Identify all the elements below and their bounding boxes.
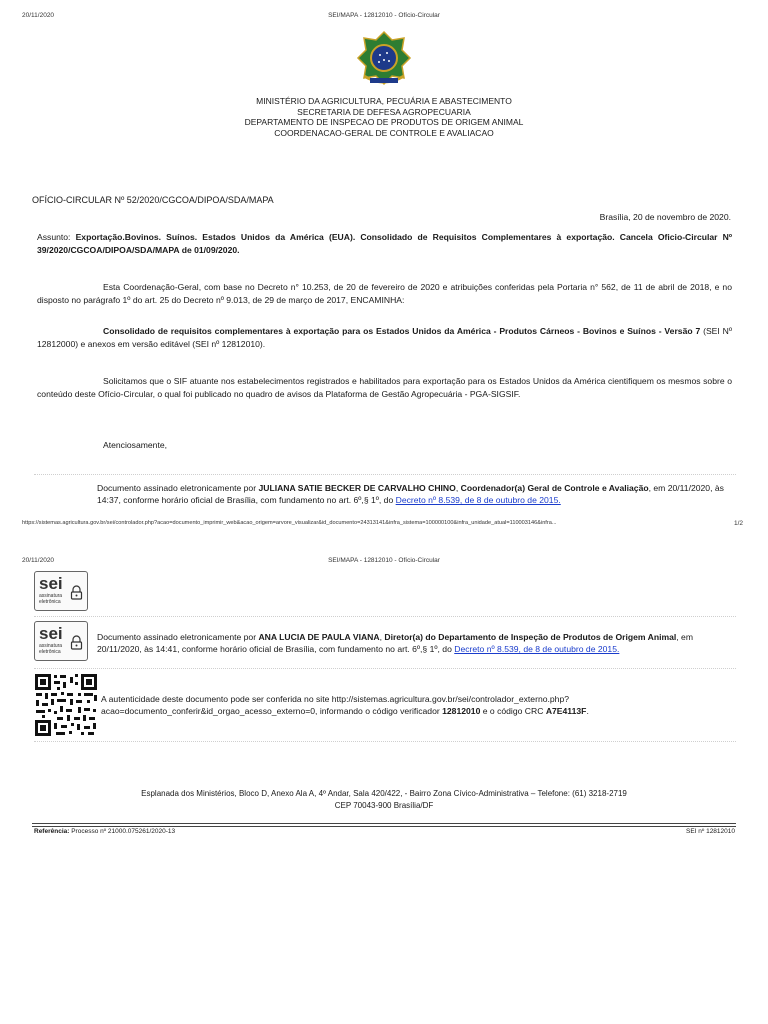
signature-2-text xyxy=(97,631,737,655)
qr-code-icon[interactable] xyxy=(34,673,98,737)
print-date: 20/11/2020 xyxy=(22,12,55,19)
brazil-coat-of-arms-icon xyxy=(356,30,412,88)
sign2-role: Diretor(a) do Departamento de Inspeção de Produtos de Origem Animal xyxy=(384,632,677,642)
seal-sub1-2: assinatura xyxy=(39,643,63,649)
seal-sub1: assinatura xyxy=(39,593,63,599)
oficio-number: OFÍCIO-CIRCULAR Nº 52/2020/CGCOA/DIPOA/SDA/MAPA xyxy=(32,195,274,205)
paragraph-3: Solicitamos que o SIF atuante nos estabelecimentos registrados e habilitados para exportação para os Estados Unidos da América cientifiquem os mesmos sobre o conteúdo deste Ofício-Circular, o qual foi publicado no quadro de avisos da Plataforma de Gestão Agropecuária - PGA-SIGSIF. xyxy=(37,376,732,399)
sign1-pre: Documento assinado eletronicamente por xyxy=(97,483,259,493)
address-line-2: CEP 70043-900 Brasília/DF xyxy=(334,800,434,810)
sign2-pre: Documento assinado eletronicamente por xyxy=(97,632,259,642)
sign2-post: , em 20/11/2020, às 14:41, conforme horário oficial de Brasília, com fundamento no art. 6º,§ 1º, do xyxy=(97,632,693,654)
footer-url: https://sistemas.agricultura.gov.br/sei/controlador.php?acao=documento_imprimir_web&acao_origem=arvore_visualizar&id_documento=24313141&infra_sistema=100000100&infra_unidade_atual=110003146&infra... xyxy=(22,520,557,526)
auth-text: A autenticidade deste documento pode ser conferida no site http://sistemas.agricultura.gov.br/sei/controlador_externo.php?acao=documento_conferir&id_orgao_acesso_externo=0, informando o código verificador xyxy=(101,694,570,716)
reference-text: Processo nº 21000.075261/2020-13 xyxy=(69,828,176,835)
sei-signature-seal-icon xyxy=(34,621,88,661)
padlock-icon xyxy=(70,585,83,600)
decreto-link-2[interactable]: Decreto nº 8.539, de 8 de outubro de 2015. xyxy=(454,644,620,654)
separator-3 xyxy=(34,668,736,669)
reference-label: Referência: xyxy=(34,828,70,835)
print-title: SEI/MAPA - 12812010 - Ofício-Circular xyxy=(328,12,440,19)
seal-sub2: eletrônica xyxy=(39,598,61,605)
page-number: 1/2 xyxy=(733,520,743,527)
sign1-role: Coordenador(a) Geral de Controle e Avaliação xyxy=(460,483,649,493)
print-title-2: SEI/MAPA - 12812010 - Ofício-Circular xyxy=(328,557,440,564)
auth-crc-code: A7E4113F xyxy=(545,706,587,716)
auth-end: . xyxy=(586,706,589,716)
sei-signature-seal-icon xyxy=(34,571,88,611)
sign1-name: JULIANA SATIE BECKER DE CARVALHO CHINO xyxy=(258,483,456,493)
footer-rule-bottom xyxy=(32,826,736,827)
institution-header xyxy=(0,96,768,138)
sign2-name: ANA LUCIA DE PAULA VIANA xyxy=(258,632,380,642)
subject-label: Assunto: xyxy=(37,232,76,242)
header-line-department: DEPARTAMENTO DE INSPECAO DE PRODUTOS DE ORIGEM ANIMAL xyxy=(244,117,524,127)
place-date: Brasília, 20 de novembro de 2020. xyxy=(599,212,731,222)
paragraph-2-rest: (SEI Nº 12812000) e anexos em versão editável (SEI nº 12812010). xyxy=(37,326,732,349)
sei-number: SEI nº 12812010 xyxy=(686,828,735,835)
padlock-icon xyxy=(70,635,83,650)
reference xyxy=(34,828,175,835)
seal-word: sei xyxy=(39,574,63,593)
signature-1-text xyxy=(97,482,737,506)
header-line-ministry: MINISTÉRIO DA AGRICULTURA, PECUÁRIA E ABASTECIMENTO xyxy=(256,96,512,106)
subject-text: Exportação.Bovinos. Suínos. Estados Unidos da América (EUA). Consolidado de Requisitos Complementares à exportação. Cancela Oficio-Circular Nº 39/2020/CGCOA/DIPOA/SDA/MAPA de 01/09/2020. xyxy=(37,232,732,255)
paragraph-2-bold: Consolidado de requisitos complementares à exportação para os Estados Unidos da América - Produtos Cárneos - Bovinos e Suínos - Versão 7 xyxy=(103,326,701,336)
authenticity-text xyxy=(101,693,661,717)
sign1-post: , em 20/11/2020, às 14:37, conforme horário oficial de Brasília, com fundamento no art. 6º,§ 1º, do xyxy=(97,483,724,505)
paragraph-2 xyxy=(37,325,732,350)
print-date-2: 20/11/2020 xyxy=(22,557,55,564)
sign1-sep: , xyxy=(455,483,461,493)
sign2-sep: , xyxy=(379,632,385,642)
decreto-link-1[interactable]: Decreto nº 8.539, de 8 de outubro de 2015. xyxy=(395,495,561,505)
separator-4 xyxy=(34,741,736,742)
address-footer xyxy=(0,788,768,811)
closing: Atenciosamente, xyxy=(103,440,168,450)
seal-word-2: sei xyxy=(39,624,63,643)
seal-sub2-2: eletrônica xyxy=(39,648,61,655)
separator-2 xyxy=(34,616,736,617)
separator xyxy=(34,474,736,475)
header-line-secretariat: SECRETARIA DE DEFESA AGROPECUARIA xyxy=(297,106,471,117)
header-line-coordination: COORDENACAO-GERAL DE CONTROLE E AVALIACAO xyxy=(274,127,494,138)
paragraph-1: Esta Coordenação-Geral, com base no Decreto n° 10.253, de 20 de fevereiro de 2020 e atribuições conferidas pela Portaria n° 562, de 11 de abril de 2018, e no disposto no parágrafo 1º do art. 25 do Decreto nº 9.013, de 29 de março de 2017, ENCAMINHA: xyxy=(37,282,732,305)
address-line-1: Esplanada dos Ministérios, Bloco D, Anexo Ala A, 4º Andar, Sala 420/422, - Bairro Zona Cívico-Administrativa – Telefone: (61) 3218-2719 xyxy=(141,789,627,798)
auth-mid: e o código CRC xyxy=(480,706,546,716)
footer-rule-top xyxy=(32,823,736,824)
subject xyxy=(37,231,732,256)
auth-verification-code: 12812010 xyxy=(442,706,481,716)
